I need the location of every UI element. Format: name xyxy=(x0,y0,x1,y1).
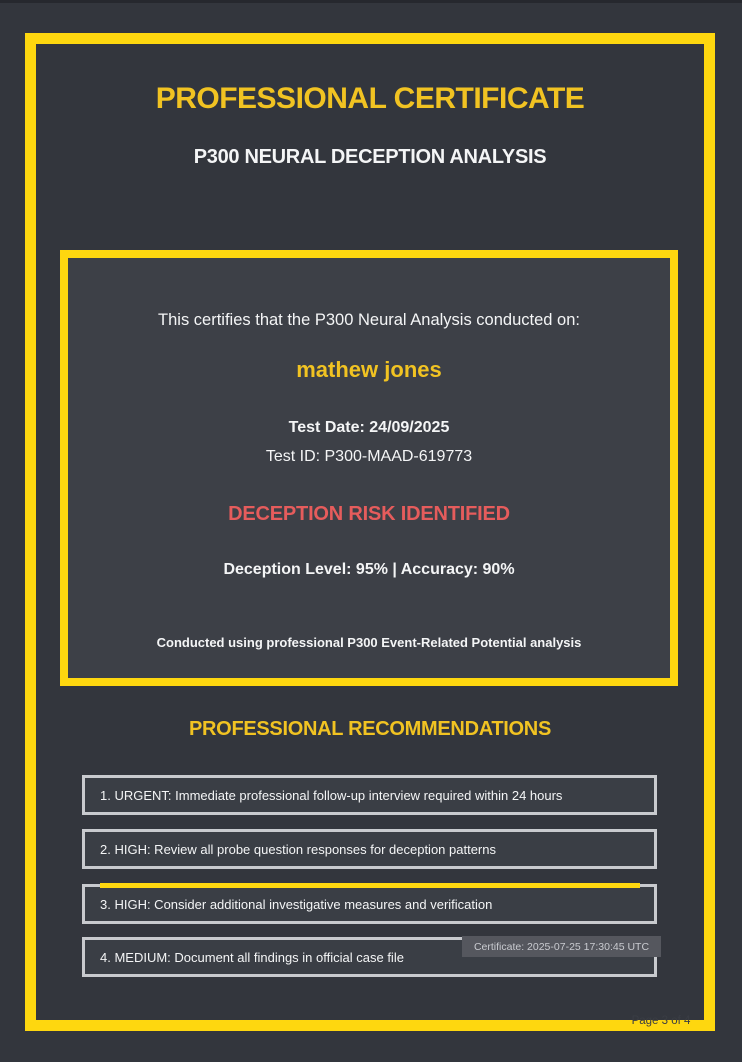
deception-verdict: DECEPTION RISK IDENTIFIED xyxy=(228,503,510,525)
page-title: PROFESSIONAL CERTIFICATE xyxy=(155,82,585,115)
recommendation-row-1 xyxy=(82,775,657,815)
recommendation-row-2 xyxy=(82,829,657,869)
page-number-label: Page 3 of 4 xyxy=(631,1015,691,1027)
certifies-line: This certifies that the P300 Neural Analysis conducted on: xyxy=(158,311,580,329)
test-id-line: Test ID: P300-MAAD-619773 xyxy=(265,448,473,465)
recommendations-heading: PROFESSIONAL RECOMMENDATIONS xyxy=(189,718,551,740)
subject-name: mathew jones xyxy=(296,357,442,382)
test-date-line: Test Date: 24/09/2025 xyxy=(288,419,450,436)
recommendation-text: 4. MEDIUM: Document all findings in official case file xyxy=(100,949,404,965)
recommendation-text: 1. URGENT: Immediate professional follow-up interview required within 24 hours xyxy=(100,787,563,803)
certificate-timestamp: Certificate: 2025-07-25 17:30:45 UTC xyxy=(462,936,661,957)
recommendation-text: 3. HIGH: Consider additional investigative measures and verification xyxy=(100,896,493,912)
top-edge-strip xyxy=(0,0,742,3)
method-note: Conducted using professional P300 Event-Related Potential analysis xyxy=(156,635,582,650)
recommendation-row-3 xyxy=(82,884,657,924)
page-subtitle: P300 NEURAL DECEPTION ANALYSIS xyxy=(193,146,547,168)
recommendation-text: 2. HIGH: Review all probe question responses for deception patterns xyxy=(100,841,496,857)
certificate-panel xyxy=(60,250,678,686)
metrics-line: Deception Level: 95% | Accuracy: 90% xyxy=(223,561,515,578)
yellow-top-stripe xyxy=(100,883,640,888)
